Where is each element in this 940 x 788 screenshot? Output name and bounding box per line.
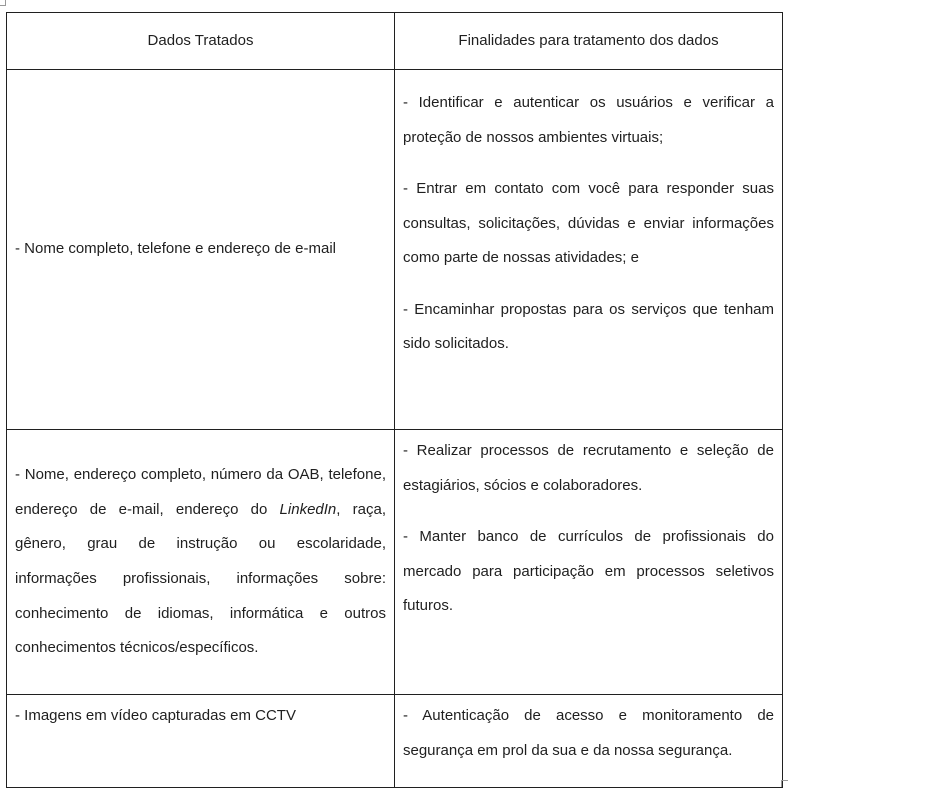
- table-row: [7, 695, 783, 788]
- finalidade-item: - Entrar em contato com você para responder suas consultas, solicitações, dúvidas e enviar informações como parte de nossas atividades; e: [403, 180, 774, 267]
- dados-text: - Imagens em vídeo capturadas em CCTV: [15, 707, 296, 724]
- header-finalidades: Finalidades para tratamento dos dados: [395, 13, 783, 70]
- dados-cell: [7, 695, 395, 788]
- finalidades-cell: [395, 70, 783, 430]
- dados-text-linkedin: LinkedIn: [279, 500, 337, 518]
- header-dados-tratados: Dados Tratados: [7, 13, 395, 70]
- dados-text-part1: - Nome, endereço completo, número da OAB, telefone, endereço de e-mail, endereço do: [15, 466, 386, 518]
- dados-text-part2: , raça, gênero, grau de instrução ou escolaridade, informações profissionais, informações sobre: conhecimento de idiomas, informática e outros conhecimentos técnicos/específicos.: [15, 500, 386, 657]
- finalidade-item: - Manter banco de currículos de profissionais do mercado para participação em processos seletivos futuros.: [403, 528, 774, 615]
- finalidades-cell: [395, 430, 783, 695]
- page-corner-mark-bottom: [781, 780, 788, 787]
- finalidade-item: - Encaminhar propostas para os serviços que tenham sido solicitados.: [403, 300, 774, 353]
- finalidades-cell: [395, 695, 783, 788]
- table-row: [7, 430, 783, 695]
- page-corner-mark: [0, 0, 6, 6]
- dados-text: - Nome completo, telefone e endereço de e-mail: [15, 240, 337, 258]
- table-row: [7, 70, 783, 430]
- finalidade-item: - Realizar processos de recrutamento e seleção de estagiários, sócios e colaboradores.: [403, 442, 774, 494]
- spacer: [403, 379, 774, 413]
- table-header-row: [7, 13, 783, 70]
- dados-cell: [7, 70, 395, 430]
- data-processing-table: [6, 12, 783, 788]
- finalidade-item: - Identificar e autenticar os usuários e verificar a proteção de nossos ambientes virtuais;: [403, 93, 774, 146]
- finalidade-item: - Autenticação de acesso e monitoramento de segurança em prol da sua e da nossa segurança.: [403, 707, 774, 759]
- dados-cell: [7, 430, 395, 695]
